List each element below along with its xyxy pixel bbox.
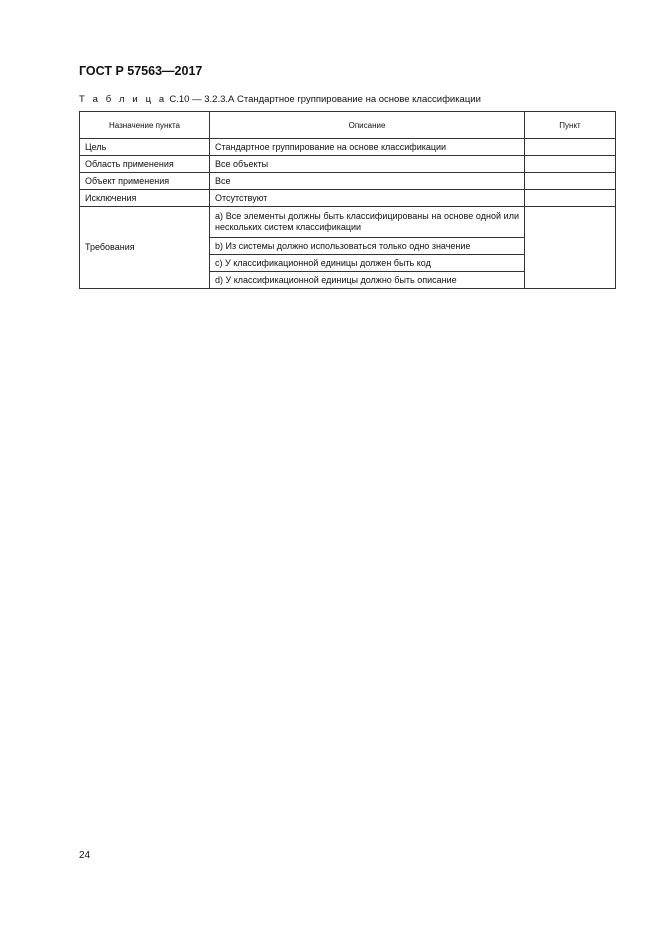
purpose-cell: Область применения xyxy=(80,156,210,173)
table-caption-prefix: Т а б л и ц а xyxy=(79,94,167,105)
requirement-a: a) Все элементы должны быть классифицированы на основе одной или нескольких систем классификации xyxy=(210,207,525,238)
table-caption-text: С.10 — 3.2.3.А Стандартное группирование на основе классификации xyxy=(169,94,481,105)
purpose-cell: Цель xyxy=(80,139,210,156)
requirements-row xyxy=(80,207,616,238)
page-number: 24 xyxy=(79,850,91,861)
item-cell xyxy=(525,156,616,173)
requirement-b: b) Из системы должно использоваться только одно значение xyxy=(210,238,525,255)
item-cell xyxy=(525,139,616,156)
column-header-description: Описание xyxy=(210,112,525,139)
table-header-row xyxy=(80,112,616,139)
table-caption xyxy=(79,94,481,105)
specification-table xyxy=(79,111,616,289)
requirement-d: d) У классификационной единицы должно быть описание xyxy=(210,272,525,289)
purpose-cell: Объект применения xyxy=(80,173,210,190)
document-header: ГОСТ Р 57563—2017 xyxy=(79,64,203,78)
column-header-item: Пункт xyxy=(525,112,616,139)
requirements-item-cell xyxy=(525,207,616,289)
column-header-purpose: Назначение пункта xyxy=(80,112,210,139)
table-row xyxy=(80,156,616,173)
table-row xyxy=(80,173,616,190)
requirement-c: c) У классификационной единицы должен быть код xyxy=(210,255,525,272)
item-cell xyxy=(525,190,616,207)
item-cell xyxy=(525,173,616,190)
description-cell: Стандартное группирование на основе классификации xyxy=(210,139,525,156)
description-cell: Все объекты xyxy=(210,156,525,173)
requirements-purpose-cell: Требования xyxy=(80,207,210,289)
purpose-cell: Исключения xyxy=(80,190,210,207)
table-row xyxy=(80,190,616,207)
description-cell: Отсутствуют xyxy=(210,190,525,207)
description-cell: Все xyxy=(210,173,525,190)
table-row xyxy=(80,139,616,156)
